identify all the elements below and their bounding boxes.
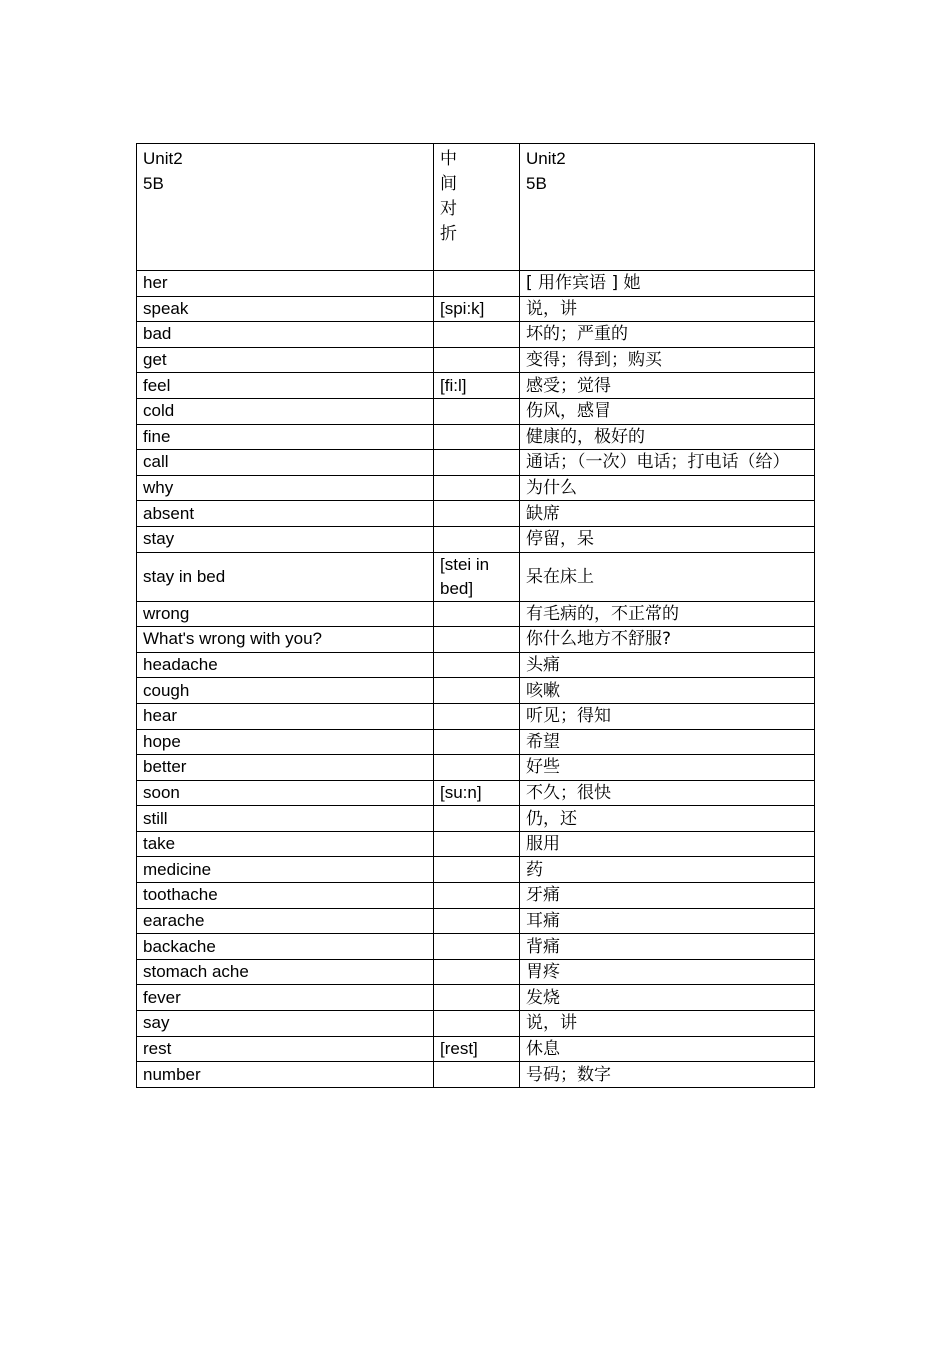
vocab-word: hear bbox=[137, 703, 434, 729]
vocab-word: fine bbox=[137, 424, 434, 450]
vocab-meaning: 感受；觉得 bbox=[520, 373, 815, 399]
vocab-phonetic: [stei in bed] bbox=[434, 552, 520, 601]
vocab-word: wrong bbox=[137, 601, 434, 627]
vocab-meaning: 变得；得到；购买 bbox=[520, 347, 815, 373]
vocab-phonetic bbox=[434, 1011, 520, 1037]
vocab-row bbox=[137, 450, 815, 476]
vocab-word: hope bbox=[137, 729, 434, 755]
vocab-phonetic bbox=[434, 652, 520, 678]
vocab-row bbox=[137, 883, 815, 909]
vocab-word: why bbox=[137, 475, 434, 501]
vocab-meaning: 牙痛 bbox=[520, 883, 815, 909]
vocab-row bbox=[137, 652, 815, 678]
vocab-meaning: 咳嗽 bbox=[520, 678, 815, 704]
vocab-meaning: 背痛 bbox=[520, 934, 815, 960]
vocab-row bbox=[137, 934, 815, 960]
vocab-phonetic bbox=[434, 934, 520, 960]
vocab-phonetic bbox=[434, 398, 520, 424]
vocab-row bbox=[137, 526, 815, 552]
header-row bbox=[137, 144, 815, 271]
vocab-word: better bbox=[137, 755, 434, 781]
vocab-meaning: [ 用作宾语 ] 她 bbox=[520, 271, 815, 297]
vocab-phonetic bbox=[434, 908, 520, 934]
vocab-phonetic bbox=[434, 755, 520, 781]
vocab-row bbox=[137, 857, 815, 883]
vocab-row bbox=[137, 475, 815, 501]
vocab-word: headache bbox=[137, 652, 434, 678]
vocab-row bbox=[137, 1011, 815, 1037]
vocab-row bbox=[137, 347, 815, 373]
fold-instruction-char-1: 中 bbox=[440, 149, 457, 168]
vocab-row bbox=[137, 373, 815, 399]
header-left-book: 5B bbox=[143, 174, 164, 193]
vocab-row bbox=[137, 729, 815, 755]
vocab-phonetic: [spi:k] bbox=[434, 296, 520, 322]
vocabulary-table bbox=[136, 143, 815, 1088]
vocab-word: soon bbox=[137, 780, 434, 806]
vocab-word: medicine bbox=[137, 857, 434, 883]
vocab-word: bad bbox=[137, 322, 434, 348]
vocab-row bbox=[137, 806, 815, 832]
vocab-row bbox=[137, 831, 815, 857]
vocab-phonetic bbox=[434, 806, 520, 832]
vocab-meaning: 服用 bbox=[520, 831, 815, 857]
vocab-phonetic bbox=[434, 627, 520, 653]
vocab-meaning: 好些 bbox=[520, 755, 815, 781]
fold-instruction-char-4: 折 bbox=[440, 224, 457, 243]
vocab-meaning: 有毛病的，不正常的 bbox=[520, 601, 815, 627]
vocab-phonetic: [fi:l] bbox=[434, 373, 520, 399]
header-right-cell bbox=[520, 144, 815, 271]
vocab-meaning: 耳痛 bbox=[520, 908, 815, 934]
vocab-word: speak bbox=[137, 296, 434, 322]
vocab-phonetic bbox=[434, 703, 520, 729]
vocab-meaning: 伤风，感冒 bbox=[520, 398, 815, 424]
vocab-meaning: 坏的；严重的 bbox=[520, 322, 815, 348]
vocab-meaning: 缺席 bbox=[520, 501, 815, 527]
vocab-meaning: 药 bbox=[520, 857, 815, 883]
vocab-row bbox=[137, 703, 815, 729]
vocab-meaning: 你什么地方不舒服? bbox=[520, 627, 815, 653]
vocab-word: backache bbox=[137, 934, 434, 960]
vocab-word: get bbox=[137, 347, 434, 373]
vocab-word: toothache bbox=[137, 883, 434, 909]
vocab-phonetic bbox=[434, 271, 520, 297]
header-middle-cell bbox=[434, 144, 520, 271]
vocab-row bbox=[137, 552, 815, 601]
vocab-word: fever bbox=[137, 985, 434, 1011]
vocab-word: take bbox=[137, 831, 434, 857]
vocab-row bbox=[137, 755, 815, 781]
vocab-phonetic bbox=[434, 475, 520, 501]
vocab-word: stay bbox=[137, 526, 434, 552]
vocab-phonetic bbox=[434, 601, 520, 627]
vocab-row bbox=[137, 985, 815, 1011]
header-left-cell bbox=[137, 144, 434, 271]
vocab-word: earache bbox=[137, 908, 434, 934]
vocab-row bbox=[137, 780, 815, 806]
vocab-word: her bbox=[137, 271, 434, 297]
vocab-word: rest bbox=[137, 1036, 434, 1062]
vocab-meaning: 听见；得知 bbox=[520, 703, 815, 729]
vocab-meaning: 发烧 bbox=[520, 985, 815, 1011]
vocab-meaning: 希望 bbox=[520, 729, 815, 755]
vocab-meaning: 不久；很快 bbox=[520, 780, 815, 806]
vocab-meaning: 健康的，极好的 bbox=[520, 424, 815, 450]
vocab-word: say bbox=[137, 1011, 434, 1037]
vocab-row bbox=[137, 296, 815, 322]
vocab-word: still bbox=[137, 806, 434, 832]
vocab-word: feel bbox=[137, 373, 434, 399]
vocab-meaning: 休息 bbox=[520, 1036, 815, 1062]
fold-instruction-char-3: 对 bbox=[440, 199, 457, 218]
vocab-phonetic: [rest] bbox=[434, 1036, 520, 1062]
vocab-meaning: 仍，还 bbox=[520, 806, 815, 832]
vocab-meaning: 呆在床上 bbox=[520, 552, 815, 601]
vocab-phonetic bbox=[434, 424, 520, 450]
vocab-meaning: 为什么 bbox=[520, 475, 815, 501]
vocab-row bbox=[137, 959, 815, 985]
vocab-row bbox=[137, 908, 815, 934]
vocab-meaning: 号码；数字 bbox=[520, 1062, 815, 1088]
vocab-word: absent bbox=[137, 501, 434, 527]
vocab-phonetic bbox=[434, 857, 520, 883]
vocab-row bbox=[137, 424, 815, 450]
vocab-row bbox=[137, 627, 815, 653]
vocab-row bbox=[137, 1062, 815, 1088]
vocab-word: number bbox=[137, 1062, 434, 1088]
vocab-phonetic bbox=[434, 322, 520, 348]
header-left-unit: Unit2 bbox=[143, 149, 183, 168]
vocab-phonetic bbox=[434, 678, 520, 704]
vocab-row bbox=[137, 1036, 815, 1062]
vocab-phonetic bbox=[434, 729, 520, 755]
vocab-phonetic: [su:n] bbox=[434, 780, 520, 806]
vocab-meaning: 通话；（一次）电话；打电话（给） bbox=[520, 450, 815, 476]
vocab-phonetic bbox=[434, 959, 520, 985]
vocab-meaning: 头痛 bbox=[520, 652, 815, 678]
vocab-row bbox=[137, 501, 815, 527]
fold-instruction-char-2: 间 bbox=[440, 174, 457, 193]
vocab-word: stay in bed bbox=[137, 552, 434, 601]
vocab-phonetic bbox=[434, 501, 520, 527]
vocab-phonetic bbox=[434, 883, 520, 909]
vocab-meaning: 停留，呆 bbox=[520, 526, 815, 552]
vocab-phonetic bbox=[434, 1062, 520, 1088]
vocab-meaning: 说，讲 bbox=[520, 1011, 815, 1037]
vocabulary-table-body bbox=[137, 144, 815, 1088]
vocab-row bbox=[137, 271, 815, 297]
vocab-phonetic bbox=[434, 526, 520, 552]
vocab-phonetic bbox=[434, 450, 520, 476]
vocab-phonetic bbox=[434, 831, 520, 857]
vocab-word: call bbox=[137, 450, 434, 476]
vocab-meaning: 说，讲 bbox=[520, 296, 815, 322]
vocab-word: cough bbox=[137, 678, 434, 704]
vocab-word: What's wrong with you? bbox=[137, 627, 434, 653]
vocab-row bbox=[137, 678, 815, 704]
vocab-row bbox=[137, 322, 815, 348]
vocab-phonetic bbox=[434, 347, 520, 373]
vocab-row bbox=[137, 601, 815, 627]
header-right-book: 5B bbox=[526, 174, 547, 193]
vocab-row bbox=[137, 398, 815, 424]
header-right-unit: Unit2 bbox=[526, 149, 566, 168]
vocab-meaning: 胃疼 bbox=[520, 959, 815, 985]
vocab-word: stomach ache bbox=[137, 959, 434, 985]
vocab-word: cold bbox=[137, 398, 434, 424]
vocab-phonetic bbox=[434, 985, 520, 1011]
